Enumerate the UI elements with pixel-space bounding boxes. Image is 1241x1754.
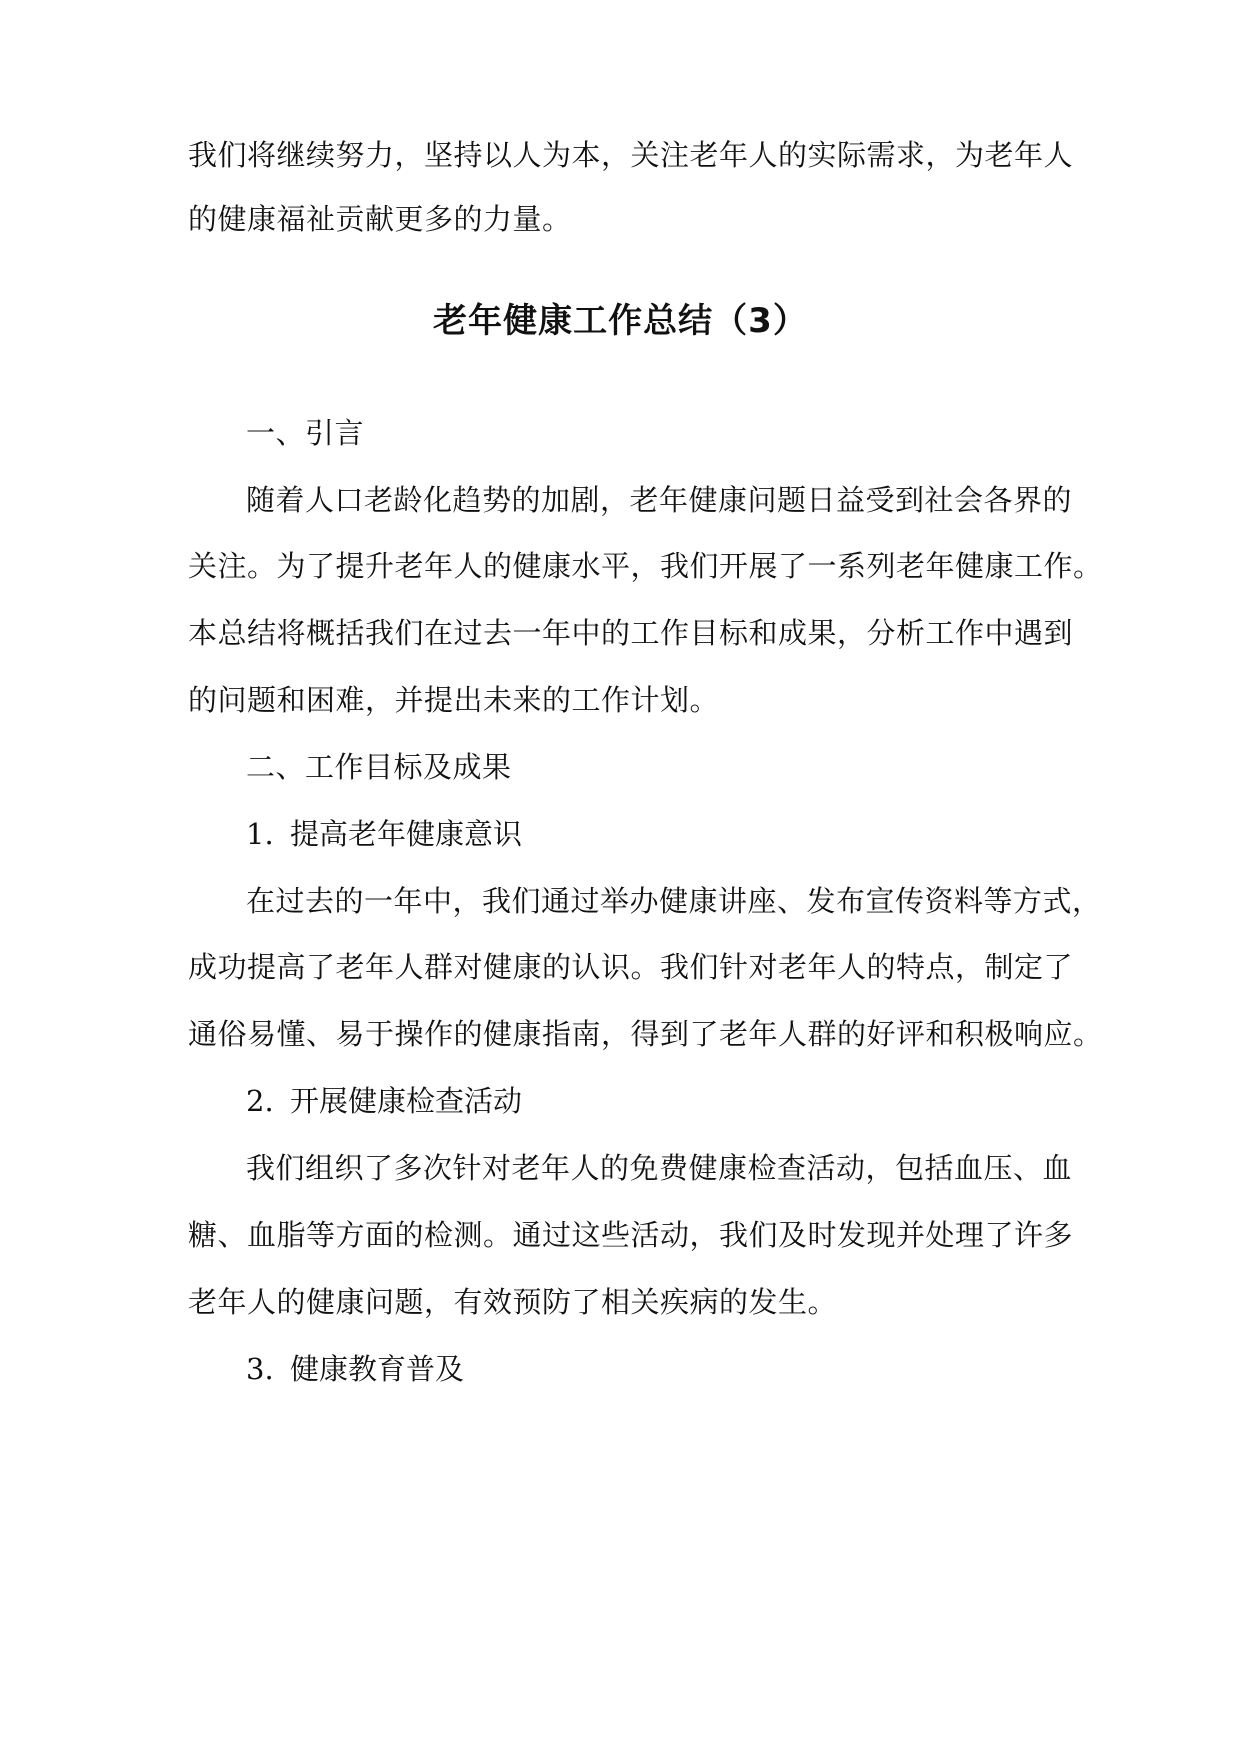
paragraph-line: 我们组织了多次针对老年人的免费健康检查活动，包括血压、血	[246, 1151, 1073, 1185]
list-number: 2.	[246, 1084, 274, 1118]
paragraph-line: 我们将继续努力，坚持以人为本，关注老年人的实际需求，为老年人	[188, 138, 1074, 172]
paragraph-line: 的健康福祉贡献更多的力量。	[188, 202, 572, 236]
paragraph-line: 关注。为了提升老年人的健康水平，我们开展了一系列老年健康工作。	[188, 549, 1103, 583]
paragraph-line: 随着人口老龄化趋势的加剧，老年健康问题日益受到社会各界的	[246, 483, 1073, 517]
document-title: 老年健康工作总结（3）	[433, 301, 808, 341]
list-item	[246, 814, 522, 854]
paragraph-line: 本总结将概括我们在过去一年中的工作目标和成果，分析工作中遇到	[188, 616, 1074, 650]
section-heading: 二、工作目标及成果	[246, 750, 512, 784]
paragraph-line: 在过去的一年中，我们通过举办健康讲座、发布宣传资料等方式，	[246, 884, 1102, 918]
paragraph-line: 成功提高了老年人群对健康的认识。我们针对老年人的特点，制定了	[188, 950, 1074, 984]
list-label: 提高老年健康意识	[290, 817, 523, 851]
list-number: 3.	[246, 1352, 274, 1386]
list-label: 开展健康检查活动	[290, 1084, 523, 1118]
list-item	[246, 1349, 464, 1389]
paragraph-line: 通俗易懂、易于操作的健康指南，得到了老年人群的好评和积极响应。	[188, 1017, 1103, 1051]
list-label: 健康教育普及	[290, 1352, 465, 1386]
paragraph-line: 糖、血脂等方面的检测。通过这些活动，我们及时发现并处理了许多	[188, 1218, 1074, 1252]
paragraph-line: 老年人的健康问题，有效预防了相关疾病的发生。	[188, 1285, 838, 1319]
paragraph-line: 的问题和困难，并提出未来的工作计划。	[188, 683, 720, 717]
list-item	[246, 1081, 522, 1121]
section-heading: 一、引言	[246, 416, 365, 450]
list-number: 1.	[246, 817, 274, 851]
